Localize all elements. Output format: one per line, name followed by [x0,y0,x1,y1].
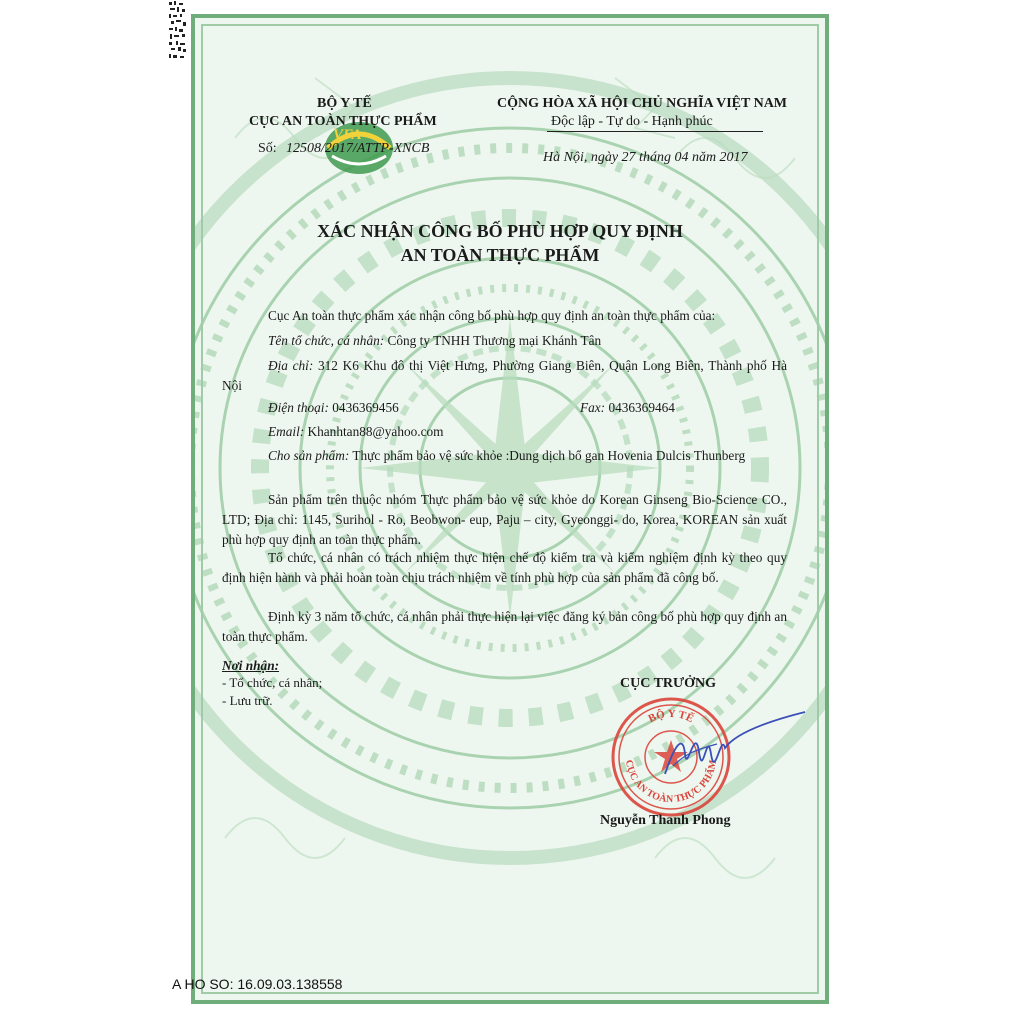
phone-value: 0436369456 [332,400,399,415]
document-title-line2: AN TOÀN THỰC PHẨM [400,245,600,265]
phone-label: Điện thoại: [268,400,329,415]
national-motto: Độc lập - Tự do - Hạnh phúc [551,114,713,129]
fax-label: Fax: [580,400,606,415]
renewal-paragraph: Định kỳ 3 năm tổ chức, cá nhân phải thực hiện lại việc đăng ký bản công bố phù hợp quy định an toàn thực phẩm. [222,609,787,644]
logo-text: VFA [333,127,362,143]
motto-underline [547,131,763,132]
organization-value: Công ty TNHH Thương mại Khánh Tân [387,333,602,348]
email-label: Email: [268,424,305,439]
signer-title: CỤC TRƯỞNG [620,676,717,691]
signer-name: Nguyễn Thanh Phong [600,813,731,828]
fax-row [580,400,675,416]
product-row [222,446,787,466]
manufacturer-paragraph: Sản phẩm trên thuộc nhóm Thực phẩm bảo vệ sức khỏe do Korean Ginseng Bio-Science CO., LTD; Địa chỉ: 1145, Surihol - Ro, Beobwon- eup, Paju – city, Gyeonggi- do, Korea, KOREAN sản xuất phù hợp quy định an toàn thực phẩm. [222,492,787,547]
stamp-bottom-text: CỤC AN TOÀN THỰC PHẨM [623,759,720,806]
address-value: 312 K6 Khu đô thị Việt Hưng, Phường Giang Biên, Quận Long Biên, Thành phố Hà Nội [222,358,787,393]
recipient-item: - Tổ chức, cá nhân; [222,675,323,690]
qr-code [168,0,188,62]
country-name: CỘNG HÒA XÃ HỘI CHỦ NGHĨA VIỆT NAM [497,96,788,111]
ministry-name: BỘ Y TẾ [317,96,372,111]
fax-value: 0436369464 [608,400,675,415]
phone-row [268,400,399,416]
responsibility-paragraph: Tổ chức, cá nhân có trách nhiệm thực hiện chế độ kiểm tra và kiểm nghiệm định kỳ theo quy định hiện hành và phải hoàn toàn chịu trách nhiệm về tính phù hợp của sản phẩm đã công bố. [222,550,787,585]
document-number-label: Số: [258,141,277,156]
issue-date: Hà Nội, ngày 27 tháng 04 năm 2017 [543,150,748,165]
address-row [222,356,787,396]
product-value: Thực phẩm bảo vệ sức khỏe :Dung dịch bổ gan Hovenia Dulcis Thunberg [352,448,746,463]
file-number: A HO SO: 16.09.03.138558 [172,976,343,992]
stamp-top-text: BỘ Y TẾ [646,707,696,726]
intro-text: Cục An toàn thực phẩm xác nhận công bố phù hợp quy định an toàn thực phẩm của: [268,308,716,323]
organization-row [222,331,787,351]
agency-name: CỤC AN TOÀN THỰC PHẨM [249,114,437,129]
email-row [268,424,443,440]
product-label: Cho sản phẩm: [268,448,350,463]
address-label: Địa chỉ: [268,358,314,373]
recipient-item: - Lưu trữ. [222,693,273,708]
organization-label: Tên tổ chức, cá nhân: [268,333,385,348]
document-title-line1: XÁC NHẬN CÔNG BỐ PHÙ HỢP QUY ĐỊNH [317,221,683,241]
email-value: Khanhtan88@yahoo.com [307,424,444,439]
document-number: 12508/2017/ATTP-XNCB [286,141,430,156]
signature-icon [655,704,815,784]
recipients-label: Nơi nhận: [222,658,280,673]
